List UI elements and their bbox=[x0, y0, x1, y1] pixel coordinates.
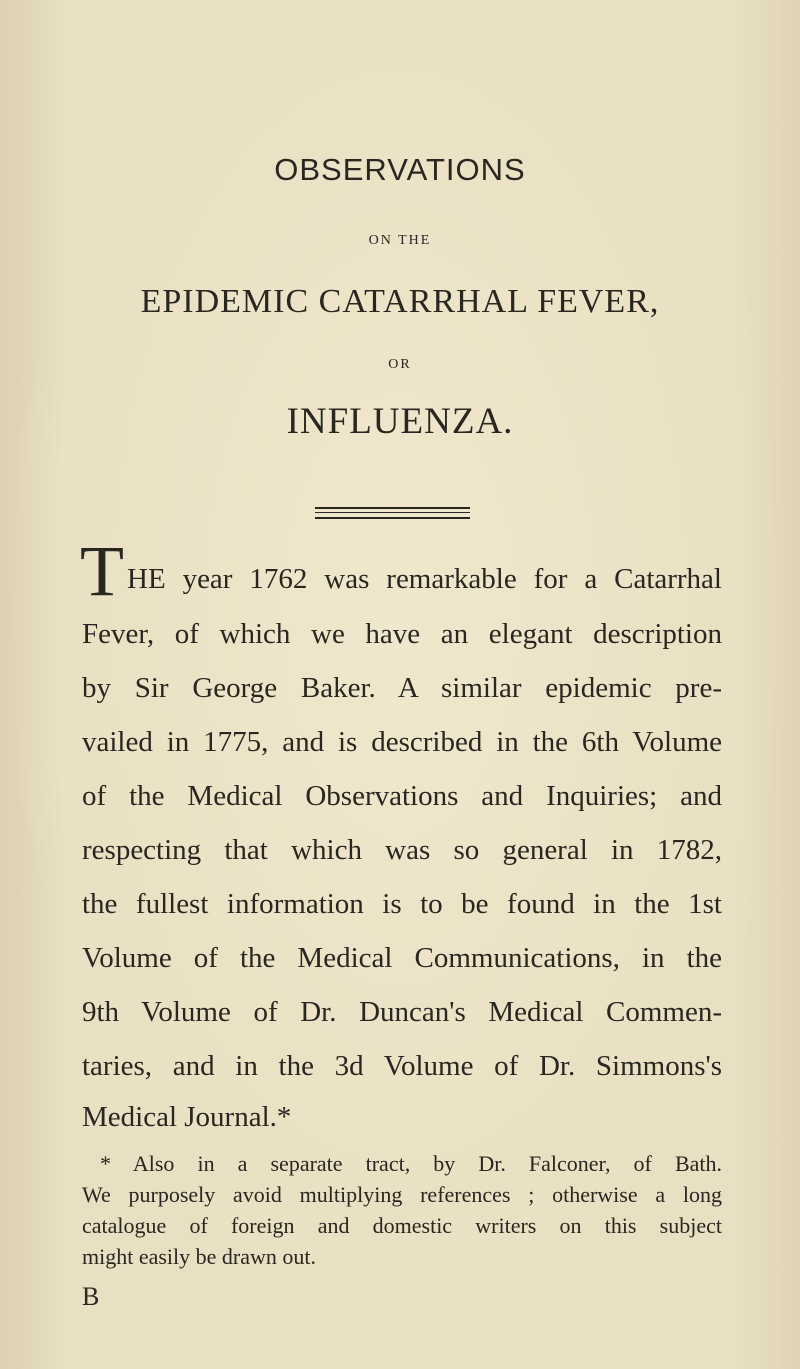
signature-mark: B bbox=[82, 1282, 100, 1311]
footnote-line: * Also in a separate tract, by Dr. Falconer, of Bath. bbox=[100, 1151, 722, 1176]
body-line: vailed in 1775, and is described in the 6th Volume bbox=[82, 726, 722, 758]
title-influenza: INFLUENZA. bbox=[286, 401, 514, 442]
body-line-last: Medical Journal.* bbox=[82, 1101, 292, 1133]
title-rule-bottom bbox=[315, 517, 470, 519]
title-observations: OBSERVATIONS bbox=[274, 152, 526, 187]
title-on-the: ON THE bbox=[368, 233, 432, 248]
body-line: taries, and in the 3d Volume of Dr. Simmons's bbox=[82, 1050, 722, 1082]
body-line: Volume of the Medical Communications, in the bbox=[82, 942, 722, 974]
body-line: respecting that which was so general in 1782, bbox=[82, 834, 722, 866]
title-rule-middle bbox=[315, 512, 470, 513]
body-line: the fullest information is to be found in the 1st bbox=[82, 888, 722, 920]
body-line: of the Medical Observations and Inquiries; and bbox=[82, 780, 722, 812]
title-epidemic-catarrhal-fever: EPIDEMIC CATARRHAL FEVER, bbox=[140, 283, 660, 320]
footnote-line: We purposely avoid multiplying references ; otherwise a long bbox=[82, 1182, 722, 1207]
footnote-line-last: might easily be drawn out. bbox=[82, 1244, 317, 1269]
title-rule-top bbox=[315, 507, 470, 509]
body-line: by Sir George Baker. A similar epidemic pre- bbox=[82, 672, 722, 704]
body-line: Fever, of which we have an elegant description bbox=[82, 618, 722, 650]
title-or: OR bbox=[388, 357, 412, 372]
drop-capital: T bbox=[80, 531, 124, 611]
body-line: 9th Volume of Dr. Duncan's Medical Commen- bbox=[82, 996, 722, 1028]
footnote-line: catalogue of foreign and domestic writers on this subject bbox=[82, 1213, 722, 1238]
body-line-first: HE year 1762 was remarkable for a Catarrhal bbox=[127, 563, 722, 595]
